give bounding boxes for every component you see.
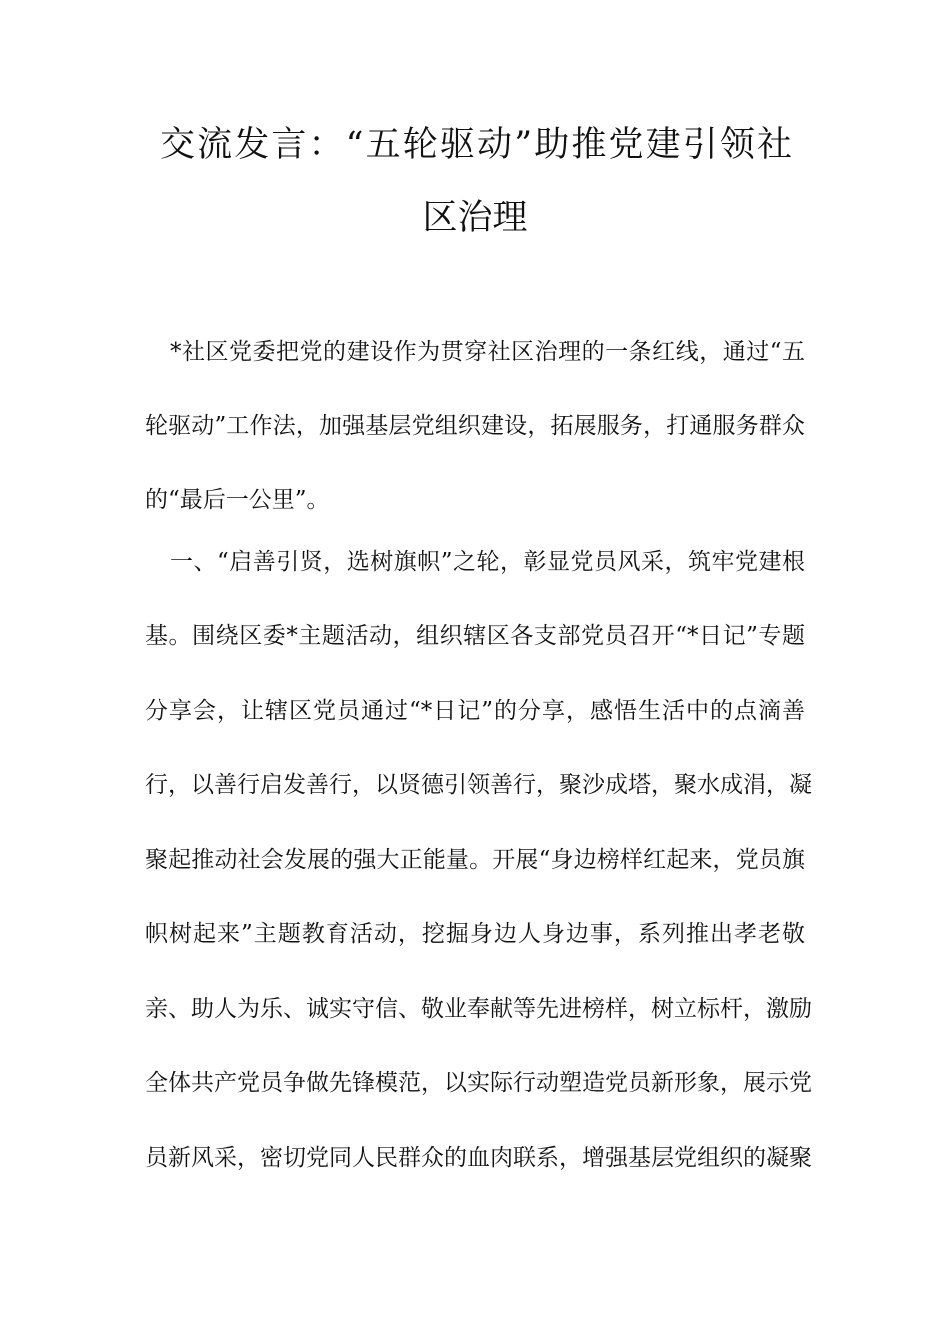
body-line: 帜树起来”主题教育活动，挖掘身边人身边事，系列推出孝老敬 (145, 921, 805, 947)
title-line-1: 交流发言：“五轮驱动”助推党建引领社 (160, 125, 792, 165)
body-line: 行，以善行启发善行，以贤德引领善行，聚沙成塔，聚水成涓，凝 (145, 772, 812, 798)
body-line: 的“最后一公里”。 (145, 487, 330, 513)
body-line: 轮驱动”工作法，加强基层党组织建设，拓展服务，打通服务群众 (145, 413, 805, 439)
body-line: 聚起推动社会发展的强大正能量。开展“身边榜样红起来，党员旗 (145, 847, 805, 873)
body-line: 基。围绕区委*主题活动，组织辖区各支部党员召开“*日记”专题 (145, 623, 805, 649)
body-line: 分享会，让辖区党员通过“*日记”的分享，感悟生活中的点滴善 (145, 698, 805, 724)
title-line-2: 区治理 (422, 198, 528, 238)
body-line: 亲、助人为乐、诚实守信、敬业奉献等先进榜样，树立标杆，激励 (145, 996, 812, 1022)
body-line: 员新风采，密切党同人民群众的血肉联系，增强基层党组织的凝聚 (145, 1145, 812, 1171)
body-line: 一、“启善引贤，选树旗帜”之轮，彰显党员风采，筑牢党建根 (170, 549, 805, 575)
body-line: *社区党委把党的建设作为贯穿社区治理的一条红线，通过“五 (170, 339, 805, 365)
body-line: 全体共产党员争做先锋模范，以实际行动塑造党员新形象，展示党 (145, 1070, 812, 1096)
